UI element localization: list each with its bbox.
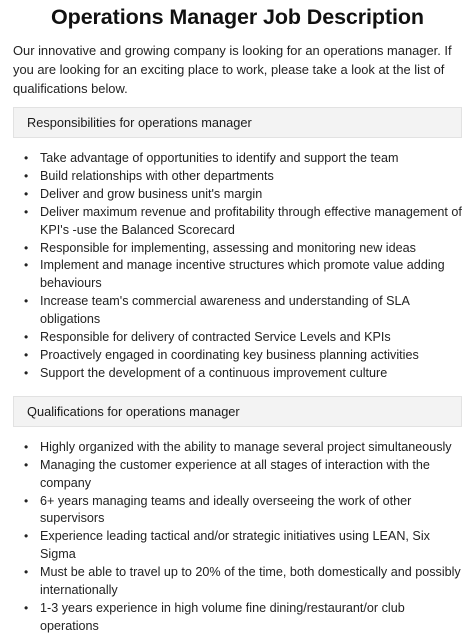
responsibilities-list [13, 150, 462, 383]
list-item-text: Proactively engaged in coordinating key business planning activities [40, 347, 419, 362]
list-item-text: 6+ years managing teams and ideally overseeing the work of other supervisors [40, 493, 412, 526]
bullet-icon: • [24, 330, 29, 345]
bullet-icon: • [24, 204, 29, 219]
bullet-icon: • [24, 565, 29, 580]
list-item-text: Deliver and grow business unit's margin [40, 186, 263, 201]
qualifications-list [13, 439, 462, 636]
list-item-text: Increase team's commercial awareness and understanding of SLA obligations [40, 294, 410, 327]
responsibility-item [13, 347, 462, 365]
list-item-text: Take advantage of opportunities to identify and support the team [40, 151, 399, 165]
list-item-text: Responsible for delivery of contracted Service Levels and KPIs [40, 330, 391, 345]
bullet-icon: • [24, 347, 29, 362]
bullet-icon: • [24, 457, 29, 472]
responsibility-item [13, 365, 462, 383]
page-title: Operations Manager Job Description [51, 5, 424, 29]
bullet-icon: • [24, 294, 29, 309]
list-item-text: Deliver maximum revenue and profitability through effective management of KPI's -use the Balanced Scorecard [40, 204, 462, 237]
responsibility-item [13, 293, 462, 329]
bullet-icon: • [24, 186, 29, 201]
responsibility-item [13, 204, 462, 240]
responsibility-item [13, 186, 462, 204]
list-item-text: Managing the customer experience at all stages of interaction with the company [40, 457, 430, 490]
bullet-icon: • [24, 439, 29, 454]
intro-paragraph: Our innovative and growing company is looking for an operations manager. If you are looking for an exciting place to work, please take a look at the list of qualifications below. [13, 43, 452, 96]
bullet-icon: • [24, 600, 29, 615]
qualification-item [13, 600, 462, 636]
qualification-item [13, 564, 462, 600]
bullet-icon: • [24, 529, 29, 544]
bullet-icon: • [24, 365, 29, 380]
responsibility-item [13, 240, 462, 258]
responsibility-item [13, 150, 462, 168]
responsibility-item [13, 329, 462, 347]
bullet-icon: • [24, 151, 29, 165]
responsibilities-heading: Responsibilities for operations manager [13, 107, 462, 138]
list-item-text: Build relationships with other departments [40, 168, 274, 183]
bullet-icon: • [24, 240, 29, 255]
qualifications-heading: Qualifications for operations manager [13, 396, 462, 427]
list-item-text: Support the development of a continuous improvement culture [40, 365, 388, 380]
list-item-text: Highly organized with the ability to manage several project simultaneously [40, 439, 452, 454]
responsibility-item [13, 168, 462, 186]
qualification-item [13, 457, 462, 493]
bullet-icon: • [24, 168, 29, 183]
qualification-item [13, 528, 462, 564]
bullet-icon: • [24, 493, 29, 508]
qualification-item [13, 439, 462, 457]
list-item-text: Must be able to travel up to 20% of the time, both domestically and possibly internationally [40, 565, 461, 598]
responsibility-item [13, 257, 462, 293]
qualification-item [13, 493, 462, 529]
list-item-text: Implement and manage incentive structures which promote value adding behaviours [40, 258, 445, 291]
list-item-text: 1-3 years experience in high volume fine dining/restaurant/or club operations [40, 600, 405, 633]
list-item-text: Experience leading tactical and/or strategic initiatives using LEAN, Six Sigma [40, 529, 430, 562]
bullet-icon: • [24, 258, 29, 273]
list-item-text: Responsible for implementing, assessing and monitoring new ideas [40, 240, 416, 255]
